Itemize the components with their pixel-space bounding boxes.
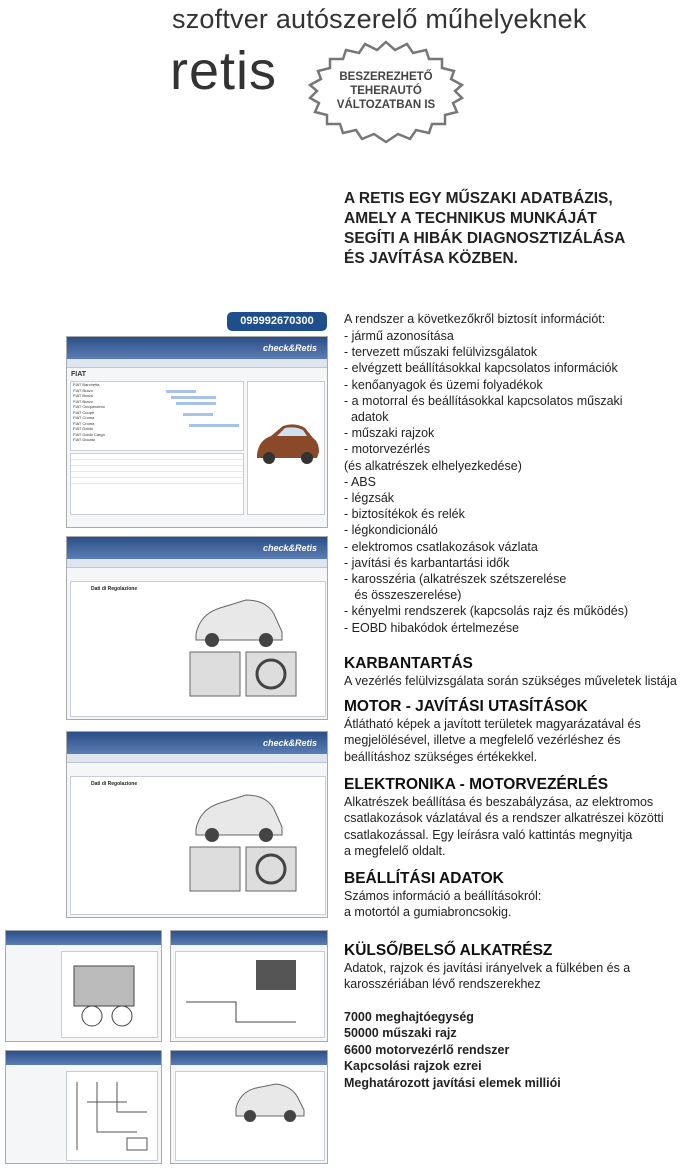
engine-table <box>70 453 244 515</box>
section-electronics: ELEKTRONIKA - MOTORVEZÉRLÉS Alkatrészek beállítása és beszabályzása, az elektromos csatlakozások vázlatával és a rendszer alkatrészei közötti csatlakozással. Egy leírásra való kattintás megnyitja a megfelelő oldalt. <box>344 776 684 860</box>
list-item: - EOBD hibakódok értelmezése <box>344 620 520 635</box>
list-item: - ABS <box>344 474 376 489</box>
car-diagram-icon <box>186 594 306 704</box>
section-maintenance: KARBANTARTÁS A vezérlés felülvizsgálata során szükséges műveletek listája <box>344 655 684 689</box>
list-item: - jármű azonosítása <box>344 329 454 343</box>
list-item: - elektromos csatlakozások vázlata <box>344 539 538 554</box>
list-item: - karosszéria (alkatrészek szétszerelése <box>344 572 567 587</box>
list-item: - a motorral és beállításokkal kapcsolatos műszaki <box>344 393 623 408</box>
list-item: - műszaki rajzok <box>344 426 435 441</box>
intro-text: A rendszer a következőkről biztosít információt: <box>344 312 606 326</box>
list-item: 7000 meghajtóegység <box>344 1010 474 1024</box>
list-item: - elvégzett beállításokkal kapcsolatos információk <box>344 361 618 376</box>
screenshot-adjustment-data: check&Retis Dati di Regolazione <box>66 536 328 720</box>
section-settings-data: BEÁLLÍTÁSI ADATOK Számos információ a beállításokról: a motortól a gumiabroncsokig. <box>344 870 684 921</box>
screenshot-model-selection: check&Retis FIAT FIAT Barchetta FIAT Bravo FIAT Brava FIAT Bravo FIAT Cinquecento FIAT Coupé FIAT Croma FIAT Croma FIAT Doblò FIAT Doblò Cargo FIAT Ducato <box>66 336 328 528</box>
sensor-icon <box>176 952 324 1037</box>
list-item: - légkondicionáló <box>344 523 438 538</box>
section-body-parts: KÜLSŐ/BELSŐ ALKATRÉSZ Adatok, rajzok és javítási irányelvek a fülkében és a karosszériában lévő rendszerekhez <box>344 942 684 993</box>
wiring-icon <box>67 1072 157 1160</box>
list-item: Meghatározott javítási elemek milliói <box>344 1075 561 1090</box>
phone-number-tag: 099992670300 <box>227 312 327 331</box>
section-title: ELEKTRONIKA - MOTORVEZÉRLÉS <box>344 776 609 793</box>
truck-version-badge <box>303 40 469 144</box>
list-item: adatok <box>344 410 389 425</box>
list-item: (és alkatrészek elhelyezkedése) <box>344 458 522 473</box>
car-diagram-icon <box>186 789 306 899</box>
feature-list <box>344 328 680 636</box>
list-item: - kenőanyagok és üzemi folyadékok <box>344 377 543 392</box>
badge-text: BESZEREZHETŐ TEHERAUTÓ VÁLTOZATBAN IS <box>336 71 436 111</box>
screenshot-engine-drawing <box>5 930 162 1042</box>
list-item: - tervezett műszaki felülvizsgálatok <box>344 345 538 360</box>
list-item: - kényelmi rendszerek (kapcsolás rajz és működés) <box>344 604 629 619</box>
header-subtitle: szoftver autószerelő műhelyeknek <box>172 4 587 34</box>
section-title: BEÁLLÍTÁSI ADATOK <box>344 870 504 887</box>
car-icon <box>176 1072 324 1160</box>
section-title: KARBANTARTÁS <box>344 655 473 672</box>
screenshot-wiring-diagram <box>5 1050 162 1164</box>
screenshot-car-body <box>170 1050 328 1164</box>
list-item: Kapcsolási rajzok ezrei <box>344 1059 482 1074</box>
list-item: és összeszerelése) <box>344 588 462 603</box>
list-item: - motorvezérlés <box>344 442 431 457</box>
list-item: 6600 motorvezérlő rendszer <box>344 1042 510 1057</box>
section-title: KÜLSŐ/BELSŐ ALKATRÉSZ <box>344 942 553 959</box>
engine-icon <box>62 952 157 1037</box>
car-icon <box>249 412 323 472</box>
vehicle-preview <box>247 381 325 515</box>
model-table: FIAT Barchetta FIAT Bravo FIAT Brava FIAT Bravo FIAT Cinquecento FIAT Coupé FIAT Croma FIAT Croma FIAT Doblò FIAT Doblò Cargo FIAT Ducato <box>70 381 244 451</box>
list-item: - biztosítékok és relék <box>344 507 465 522</box>
brand-logo: retis <box>170 41 278 101</box>
screenshot-adjustment-data-2: check&Retis Dati di Regolazione <box>66 731 328 918</box>
section-title: MOTOR - JAVÍTÁSI UTASÍTÁSOK <box>344 698 588 715</box>
list-item: - javítási és karbantartási idők <box>344 555 510 570</box>
stats-list <box>344 1009 561 1091</box>
screenshot-component <box>170 930 328 1042</box>
list-item: - légzsák <box>344 491 395 506</box>
section-engine-repair: MOTOR - JAVÍTÁSI UTASÍTÁSOK Átlátható képek a javított területek magyarázatával és megjelölésével, illetve a megfelelő vezérléshez és beállításhoz szükséges értékekkel. <box>344 698 684 765</box>
headline: A RETIS EGY MŰSZAKI ADATBÁZIS, AMELY A TECHNIKUS MUNKÁJÁT SEGÍTI A HIBÁK DIAGNOSZTIZÁLÁSA ÉS JAVÍTÁSA KÖZBEN. <box>344 190 626 267</box>
list-item: 50000 műszaki rajz <box>344 1026 457 1041</box>
